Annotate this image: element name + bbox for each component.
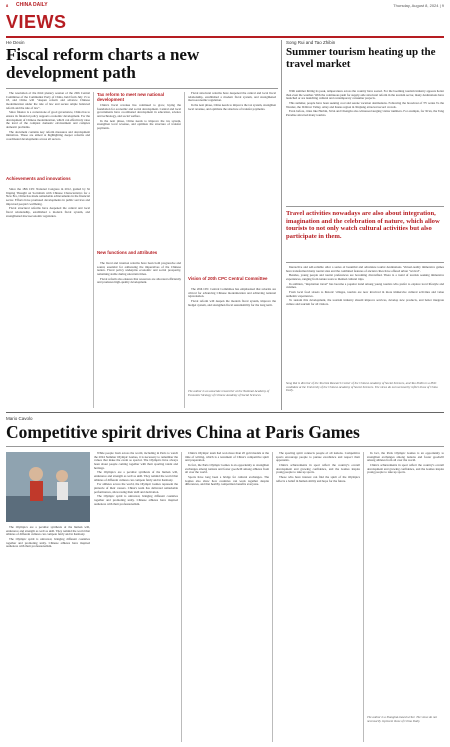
article1-paragraph: The fiscal and taxation reforms have been both progressive and sound, essential for addressing the imperatives of the Chinese nation. Fiscal policy underpins economic and social prosperity, remaining stable during uncertain times. (97, 262, 181, 276)
article1-divider (6, 88, 278, 89)
issue-date: Thursday, August 8, 2024 | 9 (393, 3, 444, 8)
athlete-photo-icon (6, 452, 90, 522)
article1-paragraph: Fiscal structural reforms have deepened the central and local fiscal relationship, established a modern fiscal system, and strengthened macroeconomic regulation. (188, 92, 276, 103)
article3-column-4 (367, 452, 444, 712)
article3-photo (6, 452, 90, 522)
article3-column-3 (276, 452, 360, 742)
article3-paragraph: China's achievements in sport reflect the country's overall development and growing confidence, and the Games inspire young people to take up sports. (367, 462, 444, 475)
article3-paragraph: China's Olympic team had won more than 20 gold medals at the time of writing, which is a testament of China's competitive spirit and preparation. (185, 452, 269, 463)
column-divider (184, 92, 185, 408)
article2-column-top (286, 90, 444, 202)
page-header (0, 0, 450, 10)
article1-paragraph: In the next phase, China needs to improve the tax system, strengthen local revenue, and optimize the structure of transfer payments. (97, 118, 181, 130)
article2-column-bottom (286, 266, 444, 378)
article1-byline: He Dexin (6, 40, 25, 45)
article3-paragraph: The Olympic spirit is universal, bringing different countries together and promoting unity. Chinese athletes have inspired audiences with their professionalism. (94, 494, 178, 506)
column-divider (181, 452, 182, 742)
article2-pullquote: Travel activities nowadays are also about integration, imagination and the celebration of nature, which allow tourists to not only watch cultural activities but also participate in them. (286, 210, 440, 240)
article1-paragraph: Since the 18th CPC National Congress in 2012, guided by Xi Jinping Thought on Socialism with Chinese Characteristics for a New Era, China has made remarkable achievements in the financial sector. Efforts have promoted developments in public services and improved people's wellbeing. (6, 188, 90, 206)
article3-paragraph: The Olympics are a peculiar synthesis of the human will, endurance and strength as well as skill. They remind the world that athletes of different cultures can compete fairly and in harmony. (94, 470, 178, 482)
newspaper-logo: CHINA DAILY (16, 2, 48, 8)
article3-column-1 (94, 452, 178, 742)
article3-column-2 (185, 452, 269, 742)
article3-divider (6, 446, 444, 447)
article2-paragraph: Interactive and self-reliable offer a series of beautiful and adventure tourist destinations. Virtual-reality immersive games have transformed many tourist sites and the combined features of ancient cities have offered urban "revival". (286, 266, 444, 273)
article1-subhead-1: Achievements and innovations (6, 176, 71, 181)
pullquote-rule-bottom (286, 262, 444, 263)
article1-paragraph: Fiscal reform also ensures that resources are allocated efficiently and promotes high-quality development. (97, 276, 181, 285)
article2-paragraph: With summer hitting its peak, temperatures across the country have soared. For the booming tourism industry appears hotter than even the weather. With the continuous push for supply-side structural reform in the tourism sector, many destinations have launched or are launching cultural and contemporary consumer projects. (286, 90, 444, 101)
article1-column-3 (188, 92, 276, 272)
article1-headline: Fiscal reform charts a new development path (6, 45, 200, 82)
article2-paragraph: Besides, young people and tourist preferences are becoming diversified. There is a trend of tourists seeking immersive experiences, ranging from nature tours to themed cultural trips. (286, 273, 444, 281)
article1-paragraph: In the next phase, China needs to improve the tax system, strengthen local revenue, and optimize the structure of transfer payments. (188, 102, 276, 111)
article3-byline: Mario Cavolo (6, 416, 33, 421)
lower-divider (6, 412, 444, 413)
article2-author-note: Song Rui is director of the Tourism Research Center of the Chinese Academy of Social Sciences, and Tao Zhibin is a PhD candidate at the University of the Chinese Academy of Social Sciences. The views do not necessarily reflect those of China Daily. (286, 381, 438, 393)
article2-paragraph: In addition, "inspiration travel" has become a popular trend among young tourists who prefer to explore local lifestyle and cuisines. (286, 281, 444, 290)
section-title: VIEWS (6, 12, 67, 32)
article1-paragraph: Since finance is a cornerstone of good governance, China has to ensure its financial policy supports economic development. For the development of Chinese modernization, which can effectively raise the level of the complex domestic environment and complex domestic problems. (6, 110, 90, 129)
article3-paragraph: While people from across the world, including in Paris to watch the 2024 Summer Olympic Games, it is necessary to remember the values that make the event so special. The Olympics have always been about people coming together with their sporting talent and heritage. (94, 452, 178, 470)
article1-paragraph: The 20th CPC Central Committee has emphasized that reforms are critical for advancing Chinese modernization and achieving national rejuvenation. (188, 288, 276, 299)
article1-subhead-4: Vision of 20th CPC Central Committee (188, 276, 268, 281)
column-divider (272, 452, 273, 742)
article3-paragraph: China's achievements in sport reflect the country's overall development and growing confidence, and the Games inspire young people to take up sports. (276, 462, 360, 475)
article2-paragraph: This summer, people have been seeking cool and serene vacation destinations. Following the broadcast of TV series To the Wonder, the Ili River Valley, Altay and Kanas region in Xinjiang attracted record crowds. (286, 100, 444, 109)
article3-paragraph: In fact, the Paris Olympic Games is an opportunity to strengthen exchanges among nations and foster goodwill among athletes from all over the world. (367, 452, 444, 463)
article2-paragraph: From local food streets to historic villages, tourists are now involved in more immersive cultural activities and value authentic experiences. (286, 289, 444, 298)
article1-column-2 (97, 104, 181, 244)
pullquote-rule-top (286, 206, 444, 207)
article1-subhead-3: New functions and attributes (97, 250, 158, 255)
article3-paragraph: The Olympics are a peculiar synthesis of the human will, endurance and strength as well as skill. They remind the world that athletes of different cultures can compete fairly and in harmony. (6, 526, 90, 537)
article3-paragraph: The sporting spirit connects people of all nations. Competitive sports encourage people to pursue excellence and respect their opponents. (276, 452, 360, 463)
article1-column-2b (97, 262, 181, 408)
article2-paragraph: To sustain this development, the tourism industry should improve services, develop new products, and better integrate culture and tourism for all visitors. (286, 298, 444, 306)
article1-column-1b (6, 188, 90, 408)
page-number: 8 (6, 3, 9, 8)
article1-author-note: The author is an associate researcher at the National Academy of Economic Strategy of Chinese Academy of Social Sciences. (188, 389, 270, 397)
article3-paragraph: The Olympic spirit is universal, bringing different countries together and promoting unity. Chinese athletes have inspired audiences with their professionalism. (6, 536, 90, 549)
article2-paragraph: Even before, cities like Harbin, Xi'an and Chengdu also witnessed surging visitor numbers. For example, for Xi'an, the Tang Paradise attracted many tourists. (286, 109, 444, 117)
section-divider (6, 36, 444, 38)
article1-paragraph: Fiscal structural reforms have deepened the central and local fiscal relationship, established a modern fiscal system, and strengthened macroeconomic regulation. (6, 206, 90, 218)
article3-author-note: The author is a Shanghai-based writer. The views do not necessarily represent those of China Daily. (367, 715, 437, 723)
column-divider (363, 452, 364, 742)
article3-paragraph: Those who have interest can find the spirit of the Olympics reflects a belief in human ability and hope for the future. (276, 474, 360, 483)
article3-paragraph: Sports have long been a bridge for cultural exchanges. The Games also show how countries can work together despite differences, and that healthy competition benefits everyone. (185, 474, 269, 487)
article3-paragraph: For athletes across the world, the Olympic Games represent the pinnacle of their careers. China's team has delivered remarkable performances, showcasing their skill and dedication. (94, 482, 178, 494)
article1-paragraph: The document contains key reform measures and development initiatives. These are aimed at highlighting deeper reforms and coordinated developments across all sectors. (6, 129, 90, 141)
column-divider (93, 92, 94, 408)
article3-headline: Competitive spirit drives China at Paris Games (6, 422, 360, 442)
article2-byline: Song Rui and Tao Zhibin (286, 40, 336, 45)
article1-paragraph: The resolution of the third plenary session of the 20th Central Committee of the Communist Party of China, held from July 15 to 18, and China will "deepen reform and advance Chinese modernization under the rule of law and secure ample balanced reform and the rule of law". (6, 92, 90, 110)
article3-paragraph: In fact, the Paris Olympic Games is an opportunity to strengthen exchanges among nations and foster goodwill among athletes from all over the world. (185, 462, 269, 475)
article1-subhead-2: Tax reform to meet new national development (97, 92, 165, 102)
article1-paragraph: Fiscal reform will deepen the modern fiscal system, improve the budget system, and strengthen fiscal sustainability for the long term. (188, 298, 276, 307)
article3-column-0b (6, 526, 90, 742)
article-divider (281, 40, 282, 410)
article1-column-3b (188, 288, 276, 386)
article1-paragraph: China's fiscal revenue has continued to grow, laying the foundation for economic and social development. Central and local governments have coordinated development in education, science and technology, and social welfare. (97, 104, 181, 118)
article2-headline: Summer tourism heating up the travel market (286, 46, 436, 70)
